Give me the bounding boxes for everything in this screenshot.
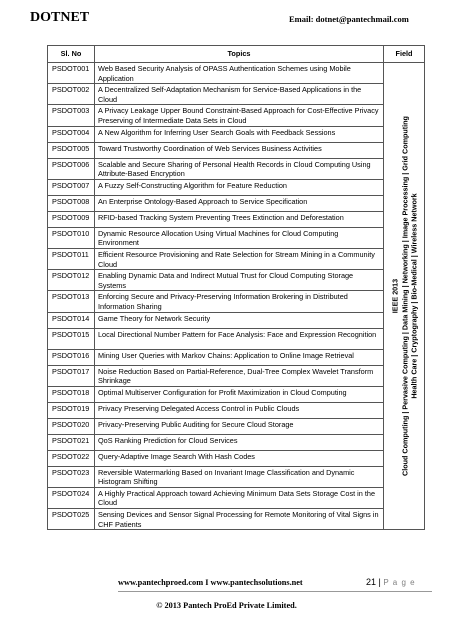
row-id: PSDOT024	[48, 487, 95, 508]
topics-table	[47, 45, 425, 530]
row-id: PSDOT019	[48, 402, 95, 418]
field-label	[390, 116, 419, 476]
row-id: PSDOT001	[48, 63, 95, 84]
contact-email: Email: dotnet@pantechmail.com	[289, 14, 409, 24]
row-topic: Query-Adaptive Image Search With Hash Codes	[95, 450, 384, 466]
row-topic: Optimal Multiserver Configuration for Profit Maximization in Cloud Computing	[95, 386, 384, 402]
row-topic: Game Theory for Network Security	[95, 312, 384, 328]
table-row	[48, 312, 425, 328]
table-row	[48, 158, 425, 179]
row-id: PSDOT005	[48, 142, 95, 158]
table-row	[48, 211, 425, 227]
table-row	[48, 434, 425, 450]
footer-websites: www.pantechproed.com I www.pantechsolutions.net	[118, 578, 303, 587]
footer-divider	[118, 591, 432, 592]
table-row	[48, 126, 425, 142]
table-row	[48, 466, 425, 487]
row-id: PSDOT002	[48, 84, 95, 105]
table-row	[48, 227, 425, 248]
row-id: PSDOT023	[48, 466, 95, 487]
table-row	[48, 402, 425, 418]
row-id: PSDOT020	[48, 418, 95, 434]
table-row	[48, 84, 425, 105]
row-topic: Privacy-Preserving Public Auditing for Secure Cloud Storage	[95, 418, 384, 434]
table-header-row	[48, 46, 425, 63]
field-cell	[384, 63, 425, 530]
row-id: PSDOT006	[48, 158, 95, 179]
row-topic: Noise Reduction Based on Partial-Reference, Dual-Tree Complex Wavelet Transform Shrinkage	[95, 365, 384, 386]
table-row	[48, 270, 425, 291]
table-row	[48, 509, 425, 530]
row-id: PSDOT021	[48, 434, 95, 450]
table-row	[48, 142, 425, 158]
row-id: PSDOT011	[48, 248, 95, 269]
field-label-line: Cloud Computing | Pervasive Computing | Data Mining | Networking | Image Processing | Grid Computing	[399, 116, 409, 477]
row-id: PSDOT022	[48, 450, 95, 466]
table-row	[48, 248, 425, 269]
row-topic: Enabling Dynamic Data and Indirect Mutual Trust for Cloud Computing Storage Systems	[95, 270, 384, 291]
row-topic: A Privacy Leakage Upper Bound Constraint-Based Approach for Cost-Effective Privacy Preserving of Intermediate Data Sets in Cloud	[95, 105, 384, 126]
row-topic: Reversible Watermarking Based on Invariant Image Classification and Dynamic Histogram Shifting	[95, 466, 384, 487]
row-id: PSDOT009	[48, 211, 95, 227]
brand-title: DOTNET	[30, 10, 90, 25]
row-id: PSDOT010	[48, 227, 95, 248]
row-topic: Sensing Devices and Sensor Signal Processing for Remote Monitoring of Vital Signs in CHF Patients	[95, 509, 384, 530]
row-id: PSDOT003	[48, 105, 95, 126]
row-id: PSDOT008	[48, 195, 95, 211]
row-topic: Dynamic Resource Allocation Using Virtual Machines for Cloud Computing Environment	[95, 227, 384, 248]
table-body	[48, 63, 425, 530]
row-topic: A Highly Practical Approach toward Achieving Minimum Data Sets Storage Cost in the Cloud	[95, 487, 384, 508]
page-separator: |	[378, 577, 381, 587]
row-topic: Local Directional Number Pattern for Face Analysis: Face and Expression Recognition	[95, 328, 384, 349]
column-header-slno: Sl. No	[48, 46, 95, 63]
field-label-line: Health Care | Cryptography | Bio-Medical | Wireless Network	[409, 193, 419, 399]
row-topic: Mining User Queries with Markov Chains: Application to Online Image Retrieval	[95, 349, 384, 365]
row-id: PSDOT017	[48, 365, 95, 386]
table-row	[48, 63, 425, 84]
row-id: PSDOT007	[48, 179, 95, 195]
table-row	[48, 105, 425, 126]
table-row	[48, 291, 425, 312]
page-number-value: 21	[366, 577, 377, 587]
row-topic: Efficient Resource Provisioning and Rate Selection for Stream Mining in a Community Cloud	[95, 248, 384, 269]
row-topic: A Fuzzy Self-Constructing Algorithm for Feature Reduction	[95, 179, 384, 195]
table-row	[48, 328, 425, 349]
row-id: PSDOT018	[48, 386, 95, 402]
row-topic: Toward Trustworthy Coordination of Web Services Business Activities	[95, 142, 384, 158]
table-row	[48, 418, 425, 434]
row-id: PSDOT013	[48, 291, 95, 312]
row-topic: Web Based Security Analysis of OPASS Authentication Schemes using Mobile Application	[95, 63, 384, 84]
row-topic: Enforcing Secure and Privacy-Preserving Information Brokering in Distributed Information Sharing	[95, 291, 384, 312]
row-topic: A New Algorithm for Inferring User Search Goals with Feedback Sessions	[95, 126, 384, 142]
row-topic: An Enterprise Ontology-Based Approach to Service Specification	[95, 195, 384, 211]
column-header-topics: Topics	[95, 46, 384, 63]
column-header-field: Field	[384, 46, 425, 63]
table-row	[48, 195, 425, 211]
table-row	[48, 365, 425, 386]
table-row	[48, 349, 425, 365]
row-topic: Scalable and Secure Sharing of Personal Health Records in Cloud Computing Using Attribute-Based Encryption	[95, 158, 384, 179]
row-id: PSDOT004	[48, 126, 95, 142]
row-topic: RFID-based Tracking System Preventing Trees Extinction and Deforestation	[95, 211, 384, 227]
field-label-line: IEEE 2013	[390, 278, 400, 314]
row-id: PSDOT015	[48, 328, 95, 349]
table-row	[48, 386, 425, 402]
row-id: PSDOT014	[48, 312, 95, 328]
table-row	[48, 487, 425, 508]
table-row	[48, 450, 425, 466]
page-number	[366, 577, 416, 587]
table-row	[48, 179, 425, 195]
row-topic: Privacy Preserving Delegated Access Control in Public Clouds	[95, 402, 384, 418]
page-word: P a g e	[383, 578, 416, 587]
row-id: PSDOT025	[48, 509, 95, 530]
row-id: PSDOT016	[48, 349, 95, 365]
row-topic: QoS Ranking Prediction for Cloud Services	[95, 434, 384, 450]
copyright-notice: © 2013 Pantech ProEd Private Limited.	[156, 601, 297, 610]
row-id: PSDOT012	[48, 270, 95, 291]
row-topic: A Decentralized Self-Adaptation Mechanism for Service-Based Applications in the Cloud	[95, 84, 384, 105]
